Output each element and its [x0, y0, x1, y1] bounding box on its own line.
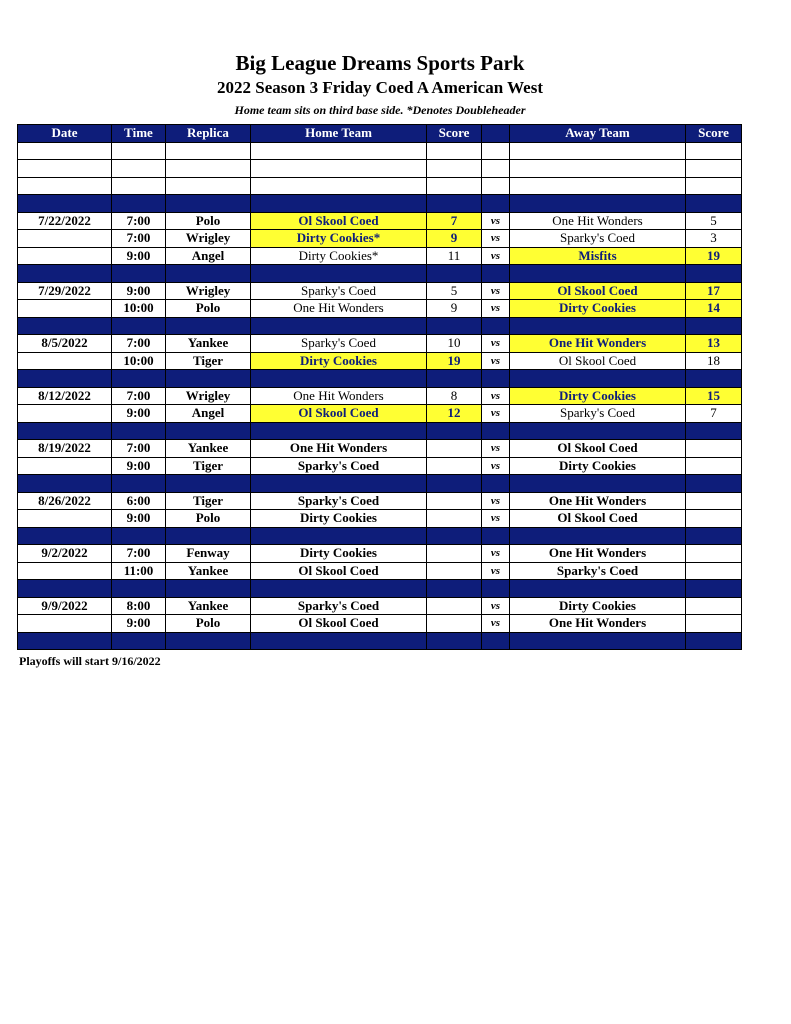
home-score — [427, 615, 482, 633]
home-team: Dirty Cookies* — [251, 230, 427, 248]
schedule-note: Home team sits on third base side. *Denotes Doubleheader — [234, 103, 526, 117]
vs-label: vs — [482, 212, 510, 230]
game-time: 9:00 — [112, 405, 166, 423]
away-team: Misfits — [510, 247, 686, 265]
game-replica: Tiger — [166, 457, 251, 475]
game-replica: Tiger — [166, 352, 251, 370]
table-row — [18, 282, 742, 300]
game-time: 9:00 — [112, 457, 166, 475]
game-date — [18, 247, 112, 265]
table-row — [18, 440, 742, 458]
game-date — [18, 615, 112, 633]
week-separator — [18, 475, 742, 493]
away-team: Dirty Cookies — [510, 300, 686, 318]
table-row — [18, 352, 742, 370]
header-home-score: Score — [427, 125, 482, 143]
table-row — [18, 510, 742, 528]
table-row — [18, 545, 742, 563]
home-score — [427, 510, 482, 528]
week-separator — [18, 370, 742, 388]
home-score — [427, 457, 482, 475]
vs-label: vs — [482, 510, 510, 528]
home-score — [427, 597, 482, 615]
schedule-table — [17, 124, 742, 650]
away-score — [686, 597, 742, 615]
game-replica: Yankee — [166, 440, 251, 458]
away-team: One Hit Wonders — [510, 212, 686, 230]
game-time: 8:00 — [112, 597, 166, 615]
game-replica: Polo — [166, 300, 251, 318]
away-team: Sparky's Coed — [510, 405, 686, 423]
week-separator — [18, 195, 742, 213]
game-time: 9:00 — [112, 282, 166, 300]
game-date: 8/12/2022 — [18, 387, 112, 405]
game-time: 6:00 — [112, 492, 166, 510]
game-date — [18, 562, 112, 580]
away-score: 15 — [686, 387, 742, 405]
vs-label: vs — [482, 562, 510, 580]
game-date: 9/2/2022 — [18, 545, 112, 563]
home-team: Sparky's Coed — [251, 457, 427, 475]
header-time: Time — [112, 125, 166, 143]
table-row — [18, 300, 742, 318]
game-date: 8/19/2022 — [18, 440, 112, 458]
game-time: 7:00 — [112, 545, 166, 563]
table-row — [18, 335, 742, 353]
game-replica: Wrigley — [166, 387, 251, 405]
header-date: Date — [18, 125, 112, 143]
vs-label: vs — [482, 440, 510, 458]
header-home-team: Home Team — [251, 125, 427, 143]
home-team: Sparky's Coed — [251, 492, 427, 510]
away-score: 5 — [686, 212, 742, 230]
game-time: 11:00 — [112, 562, 166, 580]
table-row — [18, 597, 742, 615]
home-team: Sparky's Coed — [251, 597, 427, 615]
table-row — [18, 212, 742, 230]
away-team: One Hit Wonders — [510, 545, 686, 563]
away-score: 3 — [686, 230, 742, 248]
vs-label: vs — [482, 230, 510, 248]
game-date: 8/26/2022 — [18, 492, 112, 510]
game-date — [18, 352, 112, 370]
week-separator — [18, 580, 742, 598]
away-score — [686, 562, 742, 580]
schedule-body — [18, 142, 742, 650]
game-replica: Yankee — [166, 562, 251, 580]
game-replica: Polo — [166, 212, 251, 230]
table-row — [18, 405, 742, 423]
home-team: Sparky's Coed — [251, 335, 427, 353]
away-team: Dirty Cookies — [510, 457, 686, 475]
vs-label: vs — [482, 492, 510, 510]
away-team: Ol Skool Coed — [510, 440, 686, 458]
home-score — [427, 492, 482, 510]
home-score: 11 — [427, 247, 482, 265]
home-team: Ol Skool Coed — [251, 562, 427, 580]
page-subtitle: 2022 Season 3 Friday Coed A American West — [217, 78, 543, 97]
away-score: 17 — [686, 282, 742, 300]
table-row — [18, 615, 742, 633]
vs-label: vs — [482, 545, 510, 563]
header-away-score: Score — [686, 125, 742, 143]
game-time: 9:00 — [112, 615, 166, 633]
game-date: 7/29/2022 — [18, 282, 112, 300]
week-separator — [18, 317, 742, 335]
away-score: 19 — [686, 247, 742, 265]
home-score: 19 — [427, 352, 482, 370]
game-time: 10:00 — [112, 352, 166, 370]
header-vs — [482, 125, 510, 143]
home-team: Dirty Cookies — [251, 352, 427, 370]
away-score — [686, 457, 742, 475]
away-score: 18 — [686, 352, 742, 370]
game-time: 10:00 — [112, 300, 166, 318]
away-score — [686, 545, 742, 563]
home-team: One Hit Wonders — [251, 300, 427, 318]
home-score: 9 — [427, 230, 482, 248]
empty-row — [18, 177, 742, 195]
game-replica: Wrigley — [166, 282, 251, 300]
table-row — [18, 457, 742, 475]
away-score — [686, 440, 742, 458]
game-time: 9:00 — [112, 510, 166, 528]
away-team: Ol Skool Coed — [510, 282, 686, 300]
home-team: Ol Skool Coed — [251, 615, 427, 633]
game-time: 7:00 — [112, 230, 166, 248]
game-time: 7:00 — [112, 212, 166, 230]
game-date — [18, 405, 112, 423]
game-date: 7/22/2022 — [18, 212, 112, 230]
game-date — [18, 300, 112, 318]
vs-label: vs — [482, 335, 510, 353]
week-separator — [18, 632, 742, 650]
table-row — [18, 492, 742, 510]
home-team: One Hit Wonders — [251, 387, 427, 405]
week-separator — [18, 265, 742, 283]
home-team: One Hit Wonders — [251, 440, 427, 458]
vs-label: vs — [482, 615, 510, 633]
away-team: One Hit Wonders — [510, 492, 686, 510]
header-away-team: Away Team — [510, 125, 686, 143]
game-date — [18, 510, 112, 528]
game-replica: Wrigley — [166, 230, 251, 248]
home-team: Sparky's Coed — [251, 282, 427, 300]
home-team: Ol Skool Coed — [251, 405, 427, 423]
empty-row — [18, 142, 742, 160]
away-score — [686, 615, 742, 633]
home-score: 10 — [427, 335, 482, 353]
game-date: 9/9/2022 — [18, 597, 112, 615]
away-score: 14 — [686, 300, 742, 318]
home-score: 8 — [427, 387, 482, 405]
away-score: 7 — [686, 405, 742, 423]
vs-label: vs — [482, 282, 510, 300]
away-team: Sparky's Coed — [510, 230, 686, 248]
home-score — [427, 545, 482, 563]
table-row — [18, 230, 742, 248]
game-time: 9:00 — [112, 247, 166, 265]
page-title: Big League Dreams Sports Park — [235, 51, 525, 75]
game-date — [18, 230, 112, 248]
table-header-row — [18, 125, 742, 143]
home-score: 12 — [427, 405, 482, 423]
table-row — [18, 247, 742, 265]
away-team: Ol Skool Coed — [510, 352, 686, 370]
vs-label: vs — [482, 597, 510, 615]
game-time: 7:00 — [112, 387, 166, 405]
game-replica: Yankee — [166, 597, 251, 615]
home-score: 9 — [427, 300, 482, 318]
vs-label: vs — [482, 405, 510, 423]
game-date — [18, 457, 112, 475]
away-score — [686, 492, 742, 510]
away-team: One Hit Wonders — [510, 335, 686, 353]
game-date: 8/5/2022 — [18, 335, 112, 353]
vs-label: vs — [482, 300, 510, 318]
vs-label: vs — [482, 387, 510, 405]
game-time: 7:00 — [112, 335, 166, 353]
home-team: Dirty Cookies* — [251, 247, 427, 265]
vs-label: vs — [482, 247, 510, 265]
away-team: Sparky's Coed — [510, 562, 686, 580]
away-team: Ol Skool Coed — [510, 510, 686, 528]
header-replica: Replica — [166, 125, 251, 143]
home-score — [427, 562, 482, 580]
game-replica: Fenway — [166, 545, 251, 563]
game-replica: Angel — [166, 405, 251, 423]
game-time: 7:00 — [112, 440, 166, 458]
away-score: 13 — [686, 335, 742, 353]
empty-row — [18, 160, 742, 178]
away-score — [686, 510, 742, 528]
home-team: Ol Skool Coed — [251, 212, 427, 230]
playoffs-note: Playoffs will start 9/16/2022 — [19, 654, 161, 668]
game-replica: Polo — [166, 615, 251, 633]
week-separator — [18, 527, 742, 545]
vs-label: vs — [482, 352, 510, 370]
home-score — [427, 440, 482, 458]
away-team: One Hit Wonders — [510, 615, 686, 633]
game-replica: Yankee — [166, 335, 251, 353]
home-team: Dirty Cookies — [251, 545, 427, 563]
week-separator — [18, 422, 742, 440]
home-team: Dirty Cookies — [251, 510, 427, 528]
away-team: Dirty Cookies — [510, 597, 686, 615]
table-row — [18, 562, 742, 580]
home-score: 5 — [427, 282, 482, 300]
away-team: Dirty Cookies — [510, 387, 686, 405]
game-replica: Angel — [166, 247, 251, 265]
table-row — [18, 387, 742, 405]
game-replica: Polo — [166, 510, 251, 528]
game-replica: Tiger — [166, 492, 251, 510]
vs-label: vs — [482, 457, 510, 475]
home-score: 7 — [427, 212, 482, 230]
